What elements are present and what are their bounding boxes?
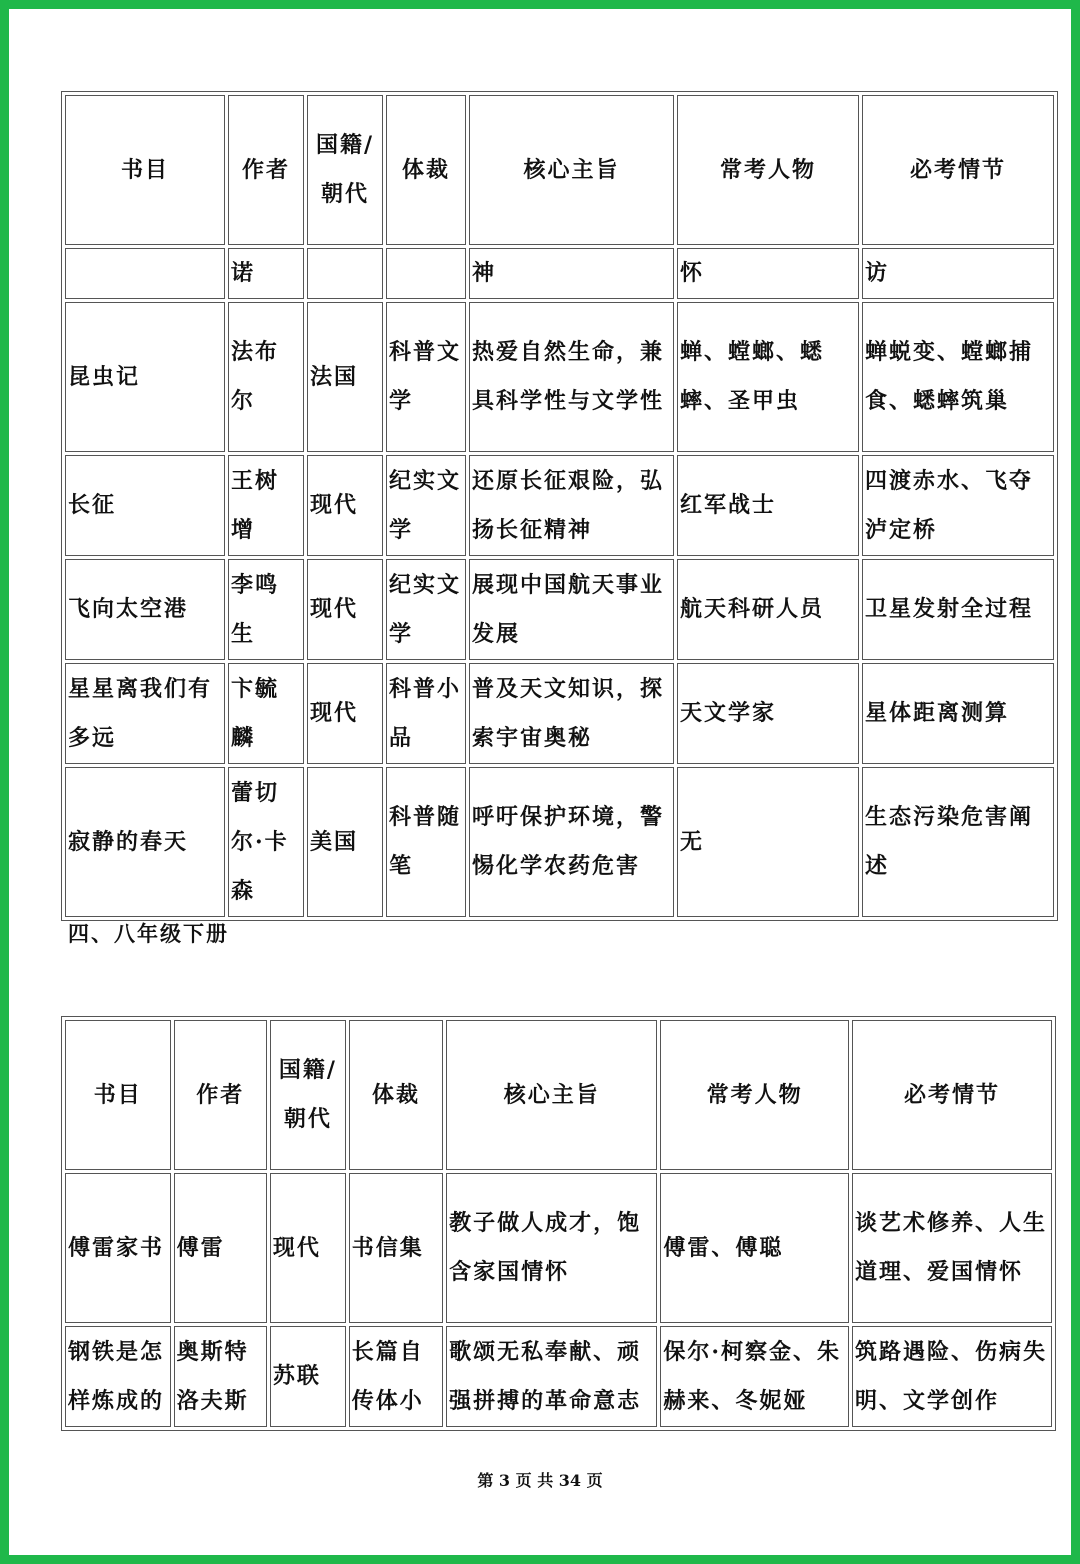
header-nationality: 国籍/朝代 (270, 1020, 346, 1170)
header-author: 作者 (228, 95, 304, 245)
table-row (65, 455, 1054, 556)
table-header-row (65, 1020, 1052, 1170)
cell-characters: 保尔·柯察金、朱赫来、冬妮娅 (660, 1326, 849, 1427)
header-plots: 必考情节 (862, 95, 1054, 245)
header-characters: 常考人物 (677, 95, 859, 245)
cell-theme: 普及天文知识，探索宇宙奥秘 (469, 663, 674, 764)
header-theme: 核心主旨 (469, 95, 674, 245)
cell-nationality: 现代 (270, 1173, 346, 1323)
cell-genre: 纪实文学 (386, 559, 466, 660)
header-author: 作者 (174, 1020, 267, 1170)
cell-author: 法布尔 (228, 302, 304, 452)
header-title: 书目 (65, 1020, 171, 1170)
cell: 访 (862, 248, 1054, 299)
table-row (65, 1326, 1052, 1427)
cell-genre: 科普随笔 (386, 767, 466, 917)
cell-author: 卞毓麟 (228, 663, 304, 764)
cell-nationality: 法国 (307, 302, 383, 452)
page-footer: 第 3 页 共 34 页 (477, 1471, 603, 1490)
cell-author: 蕾切尔·卡森 (228, 767, 304, 917)
cell-author: 李鸣生 (228, 559, 304, 660)
table-header-row (65, 95, 1054, 245)
cell-nationality: 现代 (307, 455, 383, 556)
reading-table-1 (61, 91, 1058, 921)
table-row (65, 663, 1054, 764)
cell-theme: 热爱自然生命，兼具科学性与文学性 (469, 302, 674, 452)
section-title: 四、八年级下册 (68, 921, 229, 946)
cell-genre: 科普文学 (386, 302, 466, 452)
cell-book: 长征 (65, 455, 225, 556)
cell-genre: 长篇自传体小 (349, 1326, 443, 1427)
table-row (65, 559, 1054, 660)
cell-theme: 教子做人成才，饱含家国情怀 (446, 1173, 657, 1323)
cell-theme: 歌颂无私奉献、顽强拼搏的革命意志 (446, 1326, 657, 1427)
cell-theme: 呼吁保护环境，警惕化学农药危害 (469, 767, 674, 917)
cell: 怀 (677, 248, 859, 299)
cell-genre: 科普小品 (386, 663, 466, 764)
cell-plots: 四渡赤水、飞夺泸定桥 (862, 455, 1054, 556)
cell-characters: 蝉、螳螂、蟋蟀、圣甲虫 (677, 302, 859, 452)
cell-plots: 蝉蜕变、螳螂捕食、蟋蟀筑巢 (862, 302, 1054, 452)
table-row-partial (65, 248, 1054, 299)
cell-plots: 谈艺术修养、人生道理、爱国情怀 (852, 1173, 1052, 1323)
header-characters: 常考人物 (660, 1020, 849, 1170)
cell-book: 飞向太空港 (65, 559, 225, 660)
cell-plots: 筑路遇险、伤病失明、文学创作 (852, 1326, 1052, 1427)
cell-book: 傅雷家书 (65, 1173, 171, 1323)
header-genre: 体裁 (349, 1020, 443, 1170)
cell-characters: 航天科研人员 (677, 559, 859, 660)
table-row (65, 767, 1054, 917)
cell-author: 傅雷 (174, 1173, 267, 1323)
header-theme: 核心主旨 (446, 1020, 657, 1170)
cell-theme: 还原长征艰险，弘扬长征精神 (469, 455, 674, 556)
cell-author: 奥斯特洛夫斯 (174, 1326, 267, 1427)
cell-plots: 卫星发射全过程 (862, 559, 1054, 660)
header-plots: 必考情节 (852, 1020, 1052, 1170)
cell-nationality: 苏联 (270, 1326, 346, 1427)
table-row (65, 302, 1054, 452)
cell-characters: 天文学家 (677, 663, 859, 764)
table-row (65, 1173, 1052, 1323)
cell-nationality: 美国 (307, 767, 383, 917)
cell-nationality: 现代 (307, 663, 383, 764)
cell-characters: 无 (677, 767, 859, 917)
cell: 诺 (228, 248, 304, 299)
cell-book: 昆虫记 (65, 302, 225, 452)
cell-plots: 星体距离测算 (862, 663, 1054, 764)
cell-book: 星星离我们有多远 (65, 663, 225, 764)
cell-characters: 红军战士 (677, 455, 859, 556)
cell-characters: 傅雷、傅聪 (660, 1173, 849, 1323)
cell-author: 王树增 (228, 455, 304, 556)
cell-plots: 生态污染危害阐述 (862, 767, 1054, 917)
header-title: 书目 (65, 95, 225, 245)
cell (386, 248, 466, 299)
cell-book: 寂静的春天 (65, 767, 225, 917)
header-nationality: 国籍/朝代 (307, 95, 383, 245)
cell (307, 248, 383, 299)
cell-genre: 纪实文学 (386, 455, 466, 556)
header-genre: 体裁 (386, 95, 466, 245)
reading-table-2 (61, 1016, 1056, 1431)
cell: 神 (469, 248, 674, 299)
cell-nationality: 现代 (307, 559, 383, 660)
cell-genre: 书信集 (349, 1173, 443, 1323)
cell (65, 248, 225, 299)
cell-book: 钢铁是怎样炼成的 (65, 1326, 171, 1427)
cell-theme: 展现中国航天事业发展 (469, 559, 674, 660)
